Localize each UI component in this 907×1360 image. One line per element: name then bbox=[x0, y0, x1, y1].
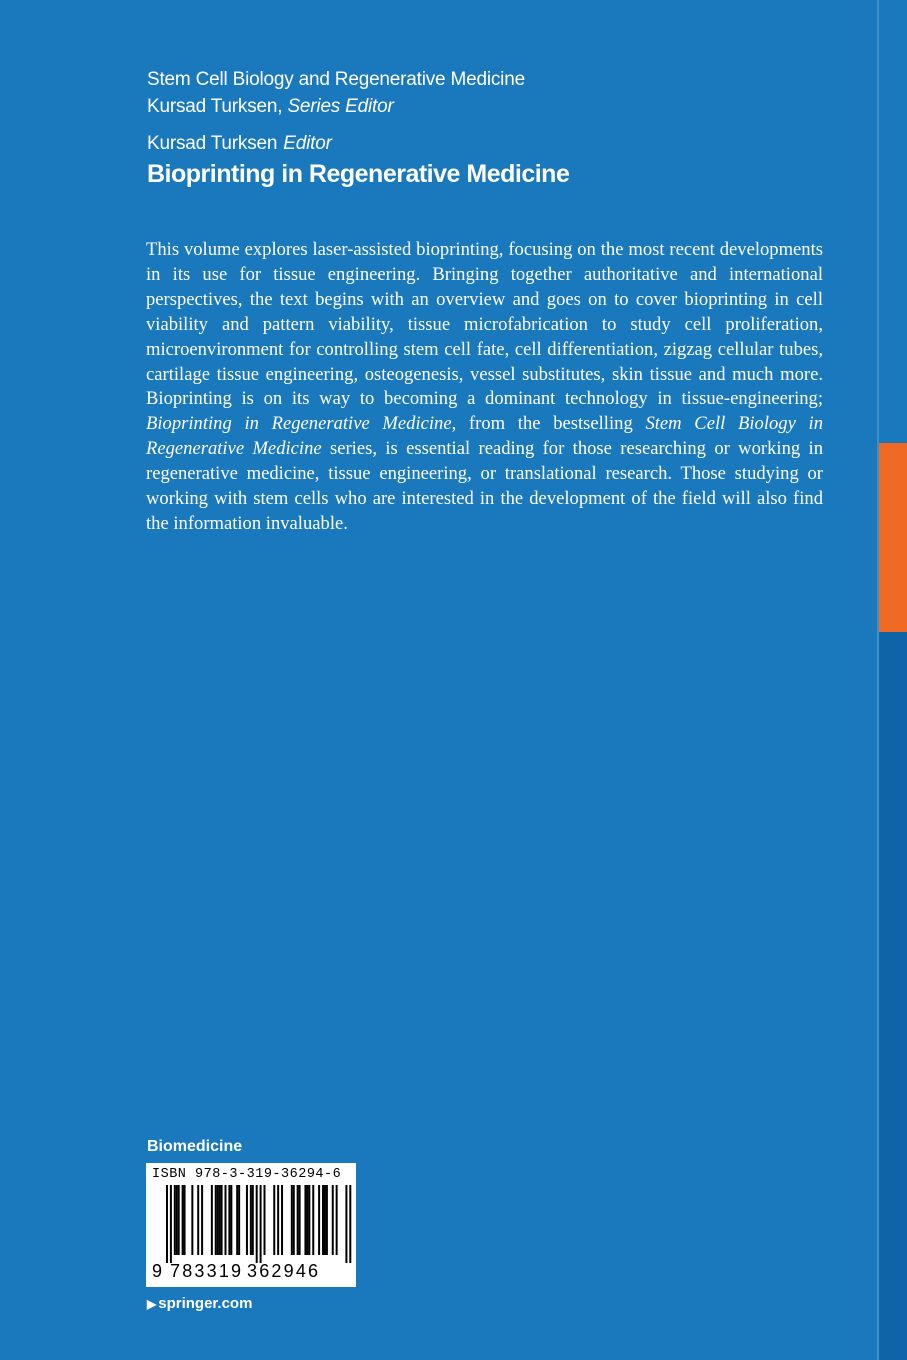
barcode-bar-36 bbox=[312, 1185, 314, 1255]
barcode-bar-13 bbox=[219, 1185, 221, 1255]
barcode-bar-2 bbox=[174, 1185, 176, 1255]
website[interactable] bbox=[147, 1295, 252, 1312]
barcode-bar-28 bbox=[281, 1185, 283, 1255]
volume-editor-role: Editor bbox=[283, 133, 332, 154]
barcode-bar-18 bbox=[236, 1185, 238, 1255]
barcode-bar-23 bbox=[256, 1185, 258, 1263]
series-editor bbox=[147, 96, 394, 118]
volume-editor-name: Kursad Turksen bbox=[147, 133, 278, 154]
barcode-bar-39 bbox=[324, 1185, 326, 1255]
barcode-bar-14 bbox=[221, 1185, 223, 1255]
blurb-part-3: series, is essential reading for those researching or working in regenerative medicine, tissue engineering, or translational research. Those studying or working with stem cells who are interested in the development of the field will also find the information invaluable. bbox=[146, 438, 823, 534]
series-editor-role: Series Editor bbox=[287, 96, 394, 117]
barcode-bar-12 bbox=[217, 1185, 219, 1255]
barcode-bar-3 bbox=[176, 1185, 178, 1255]
barcode-bar-27 bbox=[277, 1185, 279, 1255]
blurb-part-1: This volume explores laser-assisted bioprinting, focusing on the most recent developments in its use for tissue engineering. Bringing together authoritative and international perspectives, the text begins with an overview and goes on to cover bioprinting in cell viability and pattern viability, tissue microfabrication to study cell proliferation, microenvironment for controlling stem cell fate, cell differentiation, zigzag cellular tubes, cartilage tissue engineering, osteogenesis, vessel substitutes, skin tissue and much more. Bioprinting is on its way to becoming a dominant technology in tissue-engineering; bbox=[146, 239, 823, 410]
barcode-bar-9 bbox=[201, 1185, 203, 1255]
barcode-bar-7 bbox=[191, 1185, 193, 1255]
barcode-bar-37 bbox=[318, 1185, 320, 1255]
barcode-bar-16 bbox=[228, 1185, 230, 1255]
barcode-bar-32 bbox=[299, 1185, 301, 1255]
barcode-bar-0 bbox=[166, 1185, 168, 1263]
barcode-bar-20 bbox=[246, 1185, 248, 1255]
blurb-italic-title: Bioprinting in Regenerative Medicine bbox=[146, 413, 452, 435]
volume-editor bbox=[147, 133, 332, 155]
barcode-bar-31 bbox=[297, 1185, 299, 1255]
barcode-bar-41 bbox=[332, 1185, 334, 1255]
barcode-bar-33 bbox=[304, 1185, 306, 1255]
barcode-digits bbox=[146, 1259, 356, 1285]
barcode-bar-17 bbox=[230, 1185, 232, 1255]
barcode-bar-21 bbox=[250, 1185, 252, 1255]
spine-lower-band bbox=[879, 632, 907, 1360]
barcode-bar-24 bbox=[260, 1185, 262, 1263]
barcode-bar-44 bbox=[349, 1185, 351, 1263]
barcode-bar-43 bbox=[345, 1185, 347, 1263]
barcode-bar-22 bbox=[252, 1185, 254, 1255]
barcode-bar-29 bbox=[291, 1185, 293, 1255]
play-arrow-icon: ▶ bbox=[147, 1297, 157, 1311]
barcode-bar-4 bbox=[178, 1185, 180, 1255]
book-title: Bioprinting in Regenerative Medicine bbox=[147, 160, 570, 188]
series-editor-name: Kursad Turksen, bbox=[147, 96, 283, 117]
barcode-bar-5 bbox=[182, 1185, 184, 1255]
barcode-bar-11 bbox=[215, 1185, 217, 1255]
barcode bbox=[146, 1163, 356, 1287]
blurb bbox=[146, 238, 823, 537]
spine-orange-band bbox=[879, 443, 907, 632]
blurb-part-2: , from the bestselling bbox=[451, 413, 646, 435]
barcode-bar-10 bbox=[211, 1185, 213, 1255]
series-title: Stem Cell Biology and Regenerative Medicine bbox=[147, 69, 525, 90]
barcode-bar-34 bbox=[306, 1185, 308, 1255]
barcode-bar-40 bbox=[326, 1185, 328, 1255]
barcode-bar-30 bbox=[293, 1185, 295, 1255]
barcode-digits-right: 362946 bbox=[247, 1261, 321, 1281]
website-url: springer.com bbox=[158, 1295, 253, 1312]
blurb-italic-series: Stem Cell Biology in Regenerative Medicine bbox=[146, 413, 823, 460]
barcode-bar-35 bbox=[308, 1185, 310, 1255]
barcode-digits-left: 783319 bbox=[170, 1261, 244, 1281]
barcode-digit-first: 9 bbox=[152, 1261, 163, 1281]
barcode-bar-25 bbox=[264, 1185, 266, 1255]
barcode-bar-1 bbox=[170, 1185, 172, 1263]
barcode-bar-8 bbox=[197, 1185, 199, 1255]
barcode-bar-15 bbox=[225, 1185, 227, 1255]
barcode-bar-19 bbox=[238, 1185, 240, 1255]
barcode-bar-6 bbox=[184, 1185, 186, 1255]
barcode-bars bbox=[146, 1185, 356, 1265]
barcode-bar-26 bbox=[273, 1185, 275, 1255]
subject-category: Biomedicine bbox=[147, 1138, 243, 1155]
barcode-bar-42 bbox=[336, 1185, 338, 1255]
isbn-label: ISBN 978-3-319-36294-6 bbox=[152, 1167, 342, 1182]
barcode-bar-38 bbox=[322, 1185, 324, 1255]
